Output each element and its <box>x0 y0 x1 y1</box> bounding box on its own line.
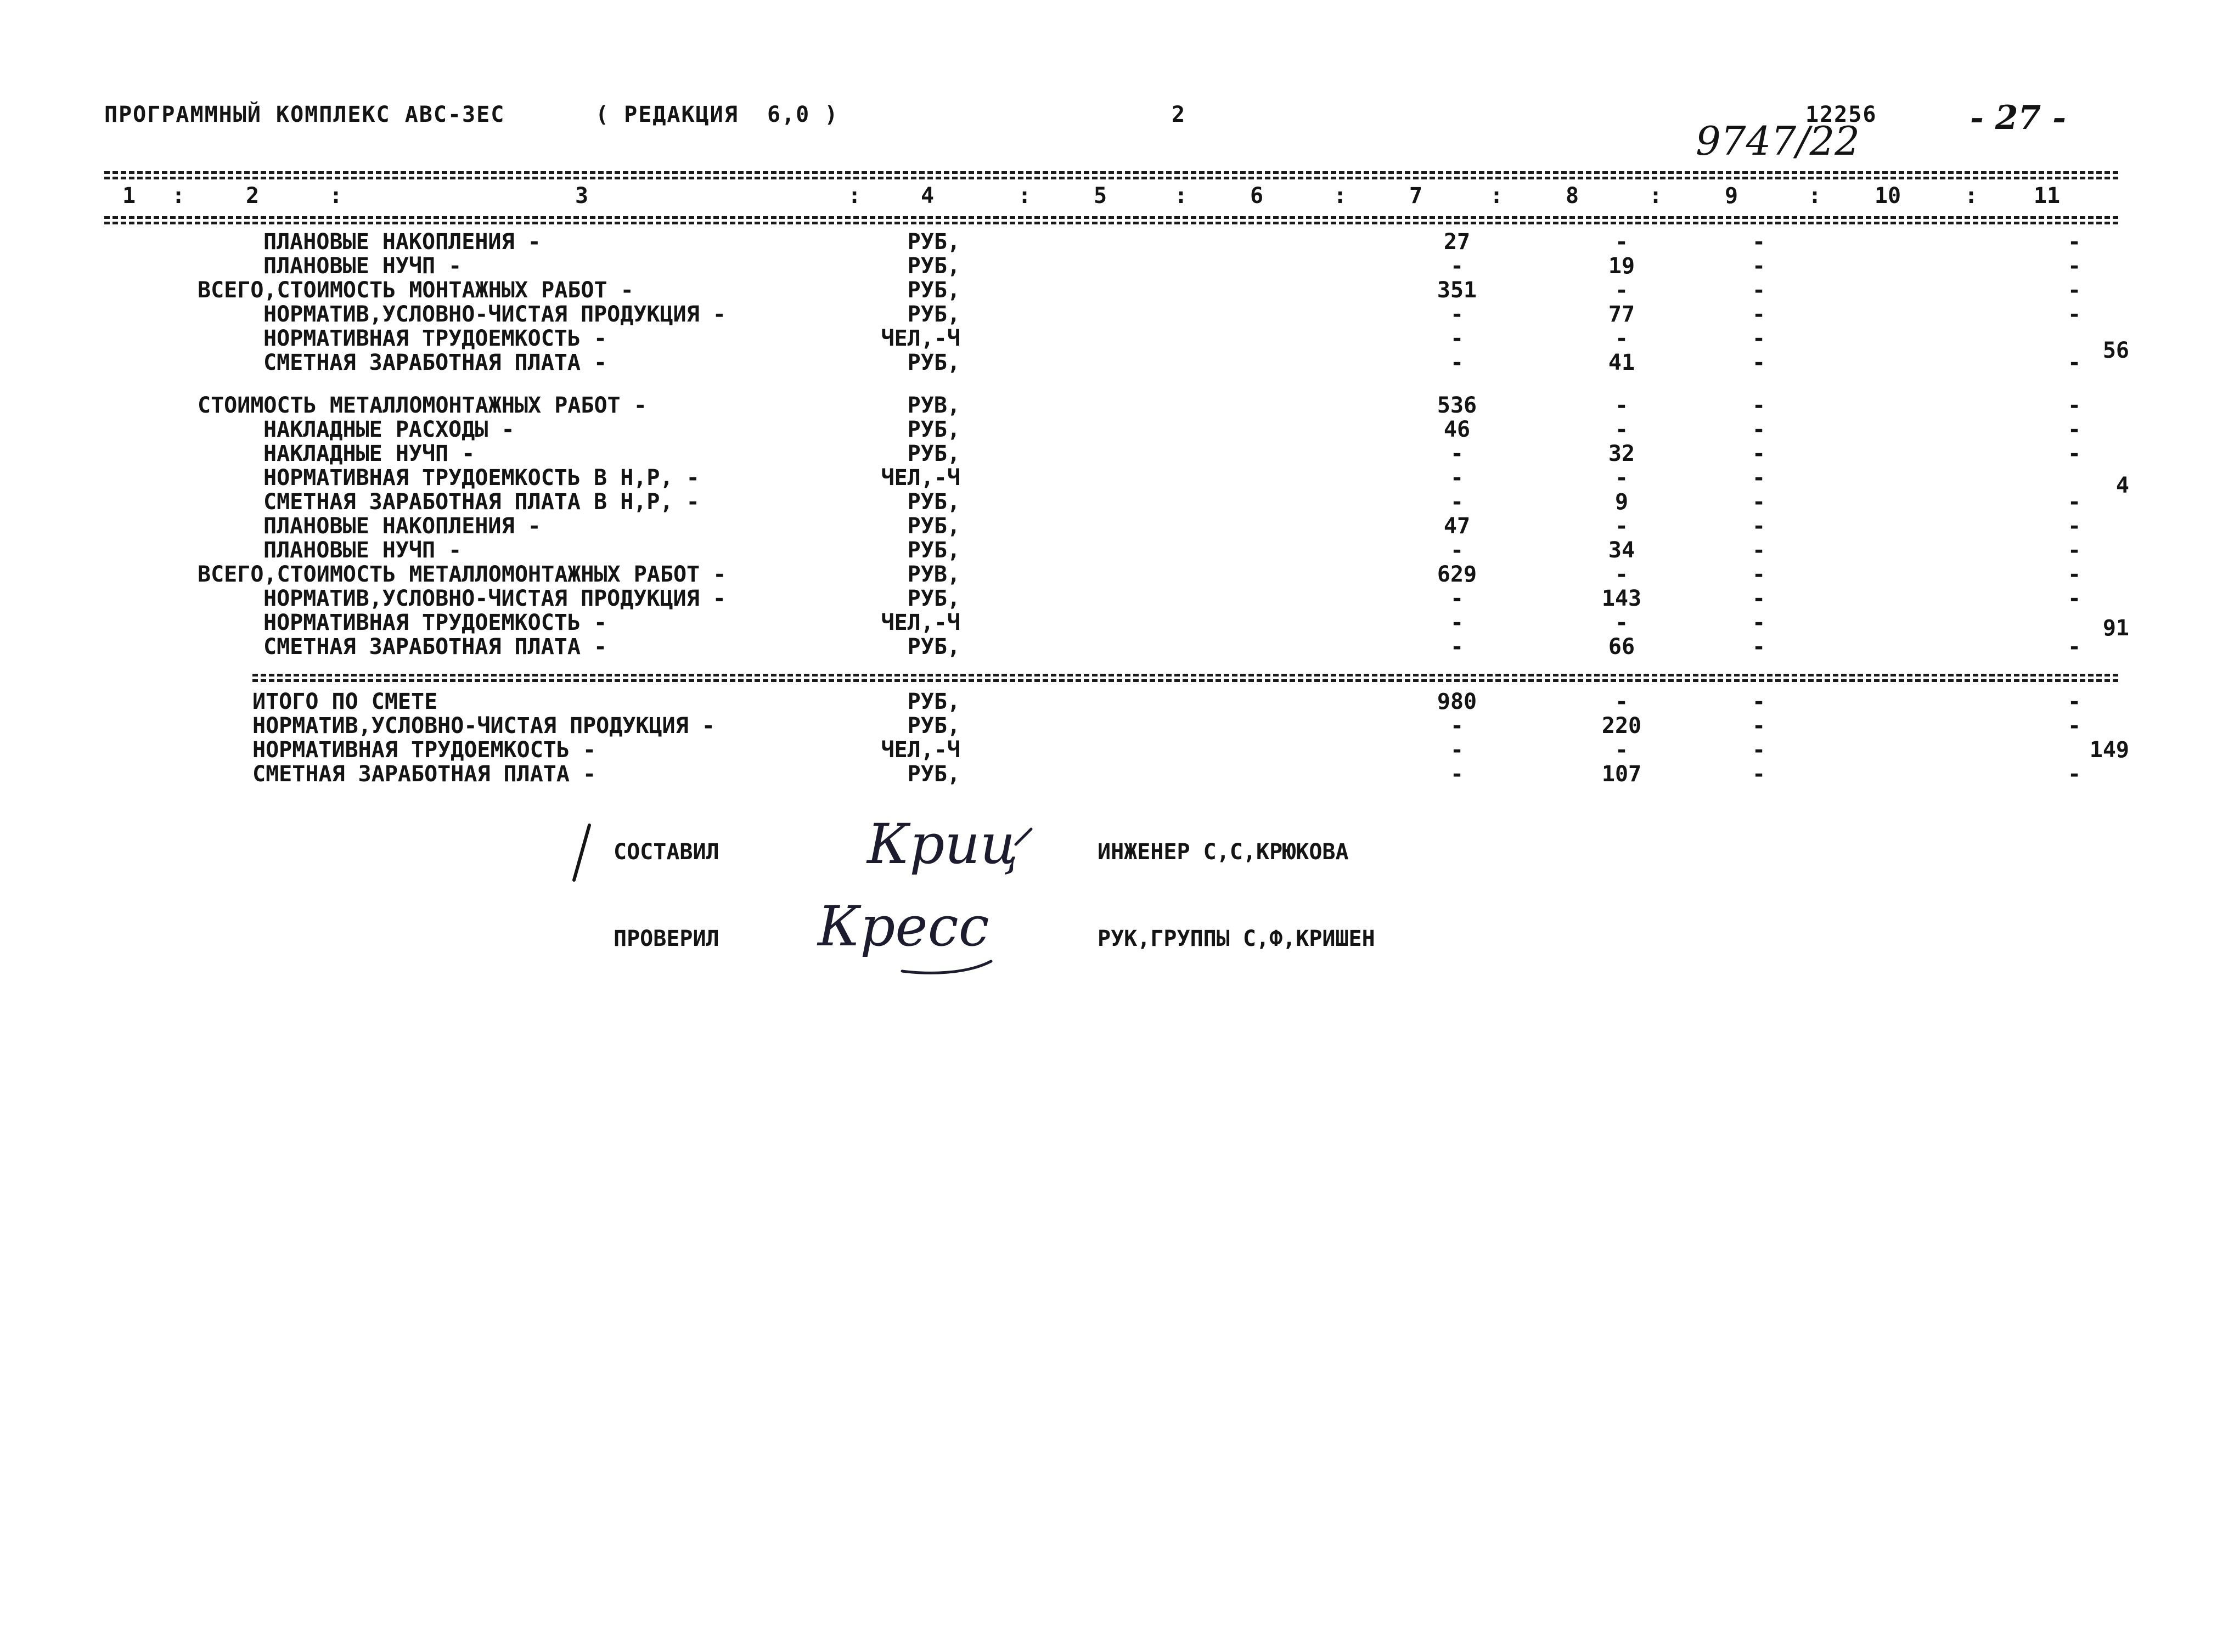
row-col7: 536 <box>1437 393 1477 418</box>
col-2: 2 <box>245 183 260 208</box>
row-col11: - <box>2067 538 2081 563</box>
row-col9: - <box>1752 253 1766 279</box>
top-rule-1 <box>104 171 2118 174</box>
table-row <box>0 514 2217 538</box>
row-col9: - <box>1752 465 1766 490</box>
row-name: ПЛАНОВЫЕ НАКОПЛЕНИЯ - <box>263 229 541 255</box>
row-col7: - <box>1450 538 1464 563</box>
row-col7: - <box>1450 350 1464 375</box>
row-col8: 19 <box>1608 253 1635 279</box>
row-col7: - <box>1450 610 1464 635</box>
page-number: - 27 - <box>1970 99 2067 137</box>
row-unit: РУБ, <box>907 514 960 539</box>
col-10: 10 <box>1874 183 1901 208</box>
row-name: СМЕТНАЯ ЗАРАБОТНАЯ ПЛАТА - <box>263 634 607 659</box>
col-sep: : <box>1333 183 1347 208</box>
table-row <box>0 350 2217 374</box>
table-row <box>0 278 2217 302</box>
row-col9: - <box>1752 393 1766 418</box>
row-unit: РУБ, <box>907 302 960 327</box>
signature-tick <box>1012 826 1034 848</box>
row-col11: 4 <box>2115 473 2129 498</box>
table-row <box>0 253 2217 278</box>
table-row <box>0 538 2217 562</box>
row-col11: - <box>2067 762 2081 787</box>
col-6: 6 <box>1250 183 1264 208</box>
col-9: 9 <box>1724 183 1738 208</box>
row-col8: 41 <box>1608 350 1635 375</box>
row-col7: - <box>1450 737 1464 763</box>
row-col11: - <box>2067 229 2081 255</box>
header-rule-1 <box>104 216 2118 219</box>
row-col7: - <box>1450 302 1464 327</box>
row-unit: РУБ, <box>907 634 960 659</box>
col-8: 8 <box>1565 183 1579 208</box>
row-col8: - <box>1614 465 1629 490</box>
row-unit: ЧЕЛ,-Ч <box>881 737 960 763</box>
row-unit: ЧЕЛ,-Ч <box>881 610 960 635</box>
col-3: 3 <box>575 183 589 208</box>
row-col7: - <box>1450 634 1464 659</box>
row-name: ИТОГО ПО СМЕТЕ <box>252 689 438 714</box>
row-col7: - <box>1450 586 1464 611</box>
row-col9: - <box>1752 713 1766 738</box>
document-code: 12256 <box>1805 102 1877 127</box>
row-name: НОРМАТИВ,УСЛОВНО-ЧИСТАЯ ПРОДУКЦИЯ - <box>263 586 726 611</box>
row-col8: - <box>1614 393 1629 418</box>
row-col11: - <box>2067 350 2081 375</box>
row-name: ПЛАНОВЫЕ НАКОПЛЕНИЯ - <box>263 514 541 539</box>
row-col11: - <box>2067 278 2081 303</box>
col-7: 7 <box>1409 183 1423 208</box>
row-unit: РУБ, <box>907 229 960 255</box>
row-col8: - <box>1614 610 1629 635</box>
table-row <box>0 562 2217 586</box>
row-name: СМЕТНАЯ ЗАРАБОТНАЯ ПЛАТА - <box>263 350 607 375</box>
totals-rule-1 <box>252 674 2118 676</box>
row-name: НОРМАТИВНАЯ ТРУДОЕМКОСТЬ В Н,Р, - <box>263 465 700 490</box>
row-col9: - <box>1752 586 1766 611</box>
row-col8: - <box>1614 689 1629 714</box>
checked-signature: Кресс <box>818 894 989 959</box>
row-name: СМЕТНАЯ ЗАРАБОТНАЯ ПЛАТА - <box>252 762 597 787</box>
row-col11: - <box>2067 393 2081 418</box>
row-col7: 629 <box>1437 562 1477 587</box>
row-name: НАКЛАДНЫЕ НУЧП - <box>263 441 475 466</box>
edition: ( РЕДАКЦИЯ 6,0 ) <box>595 102 839 127</box>
col-sep: : <box>1490 183 1504 208</box>
row-col8: - <box>1614 229 1629 255</box>
row-col11: - <box>2067 253 2081 279</box>
totals-rule-2 <box>252 679 2118 682</box>
row-unit: РУВ, <box>907 562 960 587</box>
row-name: НАКЛАДНЫЕ РАСХОДЫ - <box>263 417 515 442</box>
slash-mark <box>571 823 593 883</box>
row-unit: РУБ, <box>907 350 960 375</box>
row-name: НОРМАТИВ,УСЛОВНО-ЧИСТАЯ ПРОДУКЦИЯ - <box>263 302 726 327</box>
col-11: 11 <box>2033 183 2061 208</box>
row-col11: - <box>2067 417 2081 442</box>
row-name: НОРМАТИВНАЯ ТРУДОЕМКОСТЬ - <box>252 737 597 763</box>
row-col8: 66 <box>1608 634 1635 659</box>
table-row <box>0 689 2217 713</box>
row-col8: - <box>1614 326 1629 351</box>
row-unit: РУБ, <box>907 762 960 787</box>
row-unit: РУБ, <box>907 538 960 563</box>
col-sep: : <box>1965 183 1978 208</box>
col-sep: : <box>1018 183 1032 208</box>
row-col8: - <box>1614 514 1629 539</box>
row-col9: - <box>1752 634 1766 659</box>
compiled-label: СОСТАВИЛ <box>614 839 719 865</box>
row-col9: - <box>1752 737 1766 763</box>
row-col9: - <box>1752 350 1766 375</box>
col-sep: : <box>1649 183 1663 208</box>
handwritten-ref: 9747/22 <box>1696 118 1860 164</box>
row-col9: - <box>1752 326 1766 351</box>
row-col8: - <box>1614 737 1629 763</box>
row-col9: - <box>1752 302 1766 327</box>
row-col9: - <box>1752 441 1766 466</box>
row-col9: - <box>1752 417 1766 442</box>
col-5: 5 <box>1093 183 1107 208</box>
row-col8: 220 <box>1601 713 1642 738</box>
table-row <box>0 302 2217 326</box>
row-col8: - <box>1614 562 1629 587</box>
checked-label: ПРОВЕРИЛ <box>614 926 719 951</box>
row-col7: 47 <box>1443 514 1471 539</box>
col-sep: : <box>1808 183 1822 208</box>
row-col11: - <box>2067 441 2081 466</box>
checked-by: РУК,ГРУППЫ С,Ф,КРИШЕН <box>1098 926 1375 951</box>
table-row <box>0 610 2217 641</box>
row-name: НОРМАТИВНАЯ ТРУДОЕМКОСТЬ - <box>263 610 607 635</box>
compiled-by: ИНЖЕНЕР С,С,КРЮКОВА <box>1098 839 1349 865</box>
row-col7: 27 <box>1443 229 1471 255</box>
table-row <box>0 393 2217 417</box>
row-name: ПЛАНОВЫЕ НУЧП - <box>263 538 462 563</box>
row-unit: РУБ, <box>907 278 960 303</box>
row-unit: ЧЕЛ,-Ч <box>881 326 960 351</box>
row-col8: 9 <box>1614 489 1629 515</box>
row-name: ВСЕГО,СТОИМОСТЬ МЕТАЛЛОМОНТАЖНЫХ РАБОТ - <box>198 562 727 587</box>
col-sep: : <box>329 183 343 208</box>
row-col9: - <box>1752 762 1766 787</box>
row-col11: - <box>2067 302 2081 327</box>
table-row <box>0 762 2217 786</box>
row-col7: - <box>1450 326 1464 351</box>
row-name: НОРМАТИВНАЯ ТРУДОЕМКОСТЬ - <box>263 326 607 351</box>
row-col7: - <box>1450 441 1464 466</box>
col-sep: : <box>848 183 862 208</box>
table-row <box>0 417 2217 441</box>
row-col11: - <box>2067 489 2081 515</box>
row-col11: 56 <box>2102 338 2129 363</box>
row-col9: - <box>1752 538 1766 563</box>
row-unit: РУБ, <box>907 489 960 515</box>
row-col11: - <box>2067 634 2081 659</box>
col-sep: : <box>1174 183 1188 208</box>
row-unit: РУБ, <box>907 417 960 442</box>
row-col11: - <box>2067 586 2081 611</box>
row-unit: РУБ, <box>907 713 960 738</box>
row-name: НОРМАТИВ,УСЛОВНО-ЧИСТАЯ ПРОДУКЦИЯ - <box>252 713 715 738</box>
row-unit: РУБ, <box>907 253 960 279</box>
row-col9: - <box>1752 610 1766 635</box>
row-col9: - <box>1752 562 1766 587</box>
row-col7: - <box>1450 253 1464 279</box>
row-unit: РУБ, <box>907 689 960 714</box>
row-name: СТОИМОСТЬ МЕТАЛЛОМОНТАЖНЫХ РАБОТ - <box>198 393 647 418</box>
table-row <box>0 713 2217 737</box>
row-col8: - <box>1614 417 1629 442</box>
table-row <box>0 229 2217 253</box>
row-col8: 143 <box>1601 586 1642 611</box>
program-title: ПРОГРАММНЫЙ КОМПЛЕКС АВС-3ЕС <box>104 102 505 127</box>
row-col11: 149 <box>2089 737 2129 763</box>
row-col9: - <box>1752 514 1766 539</box>
top-rule-2 <box>104 177 2118 179</box>
col-4: 4 <box>920 183 935 208</box>
row-unit: РУБ, <box>907 586 960 611</box>
row-col9: - <box>1752 278 1766 303</box>
row-col8: 32 <box>1608 441 1635 466</box>
row-col8: - <box>1614 278 1629 303</box>
row-col7: 46 <box>1443 417 1471 442</box>
table-row <box>0 634 2217 658</box>
table-row <box>0 737 2217 762</box>
sheet-number: 2 <box>1172 102 1186 127</box>
row-col11: - <box>2067 514 2081 539</box>
row-col7: 980 <box>1437 689 1477 714</box>
row-col7: - <box>1450 762 1464 787</box>
row-col7: - <box>1450 713 1464 738</box>
col-1: 1 <box>122 183 136 208</box>
compiled-signature: Криц <box>867 812 1019 876</box>
row-col8: 34 <box>1608 538 1635 563</box>
row-col11: - <box>2067 562 2081 587</box>
row-col9: - <box>1752 489 1766 515</box>
row-unit: РУВ, <box>907 393 960 418</box>
row-name: ВСЕГО,СТОИМОСТЬ МОНТАЖНЫХ РАБОТ - <box>198 278 634 303</box>
row-col11: - <box>2067 689 2081 714</box>
row-col9: - <box>1752 229 1766 255</box>
row-col11: - <box>2067 713 2081 738</box>
row-unit: ЧЕЛ,-Ч <box>881 465 960 490</box>
row-col8: 77 <box>1608 302 1635 327</box>
row-col11: 91 <box>2102 616 2129 641</box>
table-row <box>0 441 2217 465</box>
row-unit: РУБ, <box>907 441 960 466</box>
row-col7: - <box>1450 489 1464 515</box>
row-name: ПЛАНОВЫЕ НУЧП - <box>263 253 462 279</box>
header-rule-2 <box>104 222 2118 224</box>
row-name: СМЕТНАЯ ЗАРАБОТНАЯ ПЛАТА В Н,Р, - <box>263 489 700 515</box>
signature-underline <box>900 955 993 977</box>
row-col9: - <box>1752 689 1766 714</box>
col-sep: : <box>172 183 185 208</box>
table-row <box>0 465 2217 498</box>
row-col7: 351 <box>1437 278 1477 303</box>
table-row <box>0 586 2217 610</box>
row-col7: - <box>1450 465 1464 490</box>
table-row <box>0 489 2217 514</box>
row-col8: 107 <box>1601 762 1642 787</box>
